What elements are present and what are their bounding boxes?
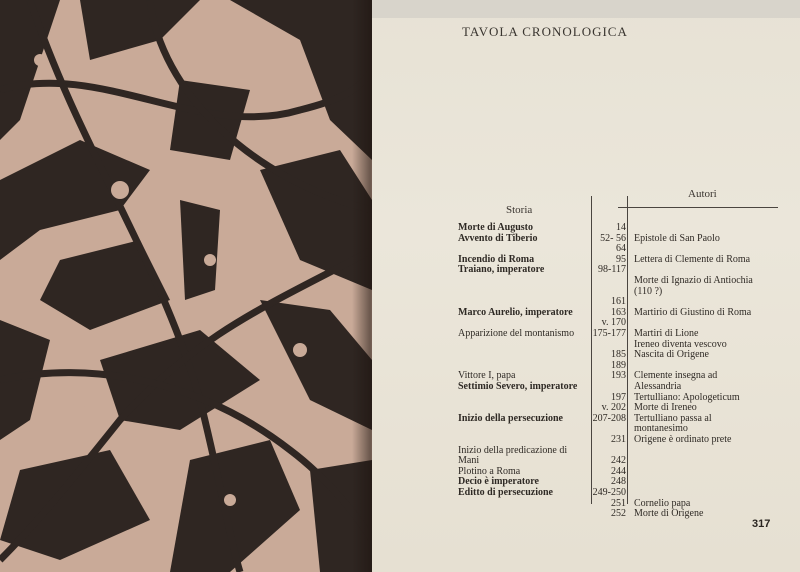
year-cell: 251 <box>611 498 626 509</box>
autori-cell: montanesimo <box>634 423 688 434</box>
page-edge <box>372 0 800 18</box>
year-cell: 185 <box>611 349 626 360</box>
year-cell: 244 <box>611 466 626 477</box>
left-page-illustration <box>0 0 372 572</box>
storia-cell: Marco Aurelio, imperatore <box>458 307 573 318</box>
year-cell: 193 <box>611 370 626 381</box>
storia-cell: Mani <box>458 455 480 466</box>
year-cell: 98-117 <box>598 264 626 275</box>
year-cell: 207-208 <box>592 413 626 424</box>
storia-cell: Settimio Severo, imperatore <box>458 381 578 392</box>
year-cell: 189 <box>611 360 626 371</box>
storia-cell: Traiano, imperatore <box>458 264 545 275</box>
year-cell: 242 <box>611 455 626 466</box>
year-cell: v. 170 <box>601 317 626 328</box>
autori-cell: Martirio di Giustino di Roma <box>634 307 752 318</box>
column-divider-right <box>627 196 628 504</box>
year-cell: 175-177 <box>592 328 626 339</box>
storia-cell: Editto di persecuzione <box>458 487 553 498</box>
autori-cell: Cornelio papa <box>634 498 691 509</box>
autori-cell: Epistole di San Paolo <box>634 233 720 244</box>
storia-cell: Incendio di Roma <box>458 254 535 265</box>
autori-cell: Lettera di Clemente di Roma <box>634 254 751 265</box>
autori-cell: Alessandria <box>634 381 682 392</box>
autori-cell: Morte di Ignazio di Antiochia <box>634 275 753 286</box>
page-title: TAVOLA CRONOLOGICA <box>462 24 628 39</box>
year-cell: 64 <box>616 243 626 254</box>
year-cell: 52- 56 <box>600 233 626 244</box>
storia-cell: Inizio della persecuzione <box>458 413 563 424</box>
autori-cell: Ireneo diventa vescovo <box>634 339 727 350</box>
storia-cell: Inizio della predicazione di <box>458 445 568 456</box>
year-cell: v. 202 <box>601 402 626 413</box>
year-cell: 249-250 <box>592 487 626 498</box>
abstract-woodcut-image <box>0 0 372 572</box>
storia-cell: Morte di Augusto <box>458 222 533 233</box>
storia-cell: Vittore I, papa <box>458 370 516 381</box>
autori-cell: Tertulliano passa al <box>634 413 712 424</box>
year-cell: 248 <box>611 476 626 487</box>
column-header-storia: Storia <box>506 204 533 216</box>
autori-cell: Clemente insegna ad <box>634 370 718 381</box>
year-cell: 197 <box>611 392 626 403</box>
year-cell: 231 <box>611 434 626 445</box>
year-cell: 95 <box>616 254 626 265</box>
storia-cell: Plotino a Roma <box>458 466 521 477</box>
year-cell: 163 <box>611 307 626 318</box>
storia-cell: Avvento di Tiberio <box>458 233 538 244</box>
storia-cell: Apparizione del montanismo <box>458 328 575 339</box>
page-number: 317 <box>752 518 771 530</box>
year-cell: 14 <box>616 222 626 233</box>
autori-cell: Morte di Origene <box>634 508 704 519</box>
autori-cell: Nascita di Origene <box>634 349 709 360</box>
autori-cell: Tertulliano: Apologeticum <box>634 392 740 403</box>
storia-cell: Decio è imperatore <box>458 476 539 487</box>
autori-cell: (110 ?) <box>634 286 663 297</box>
column-header-autori: Autori <box>688 188 717 200</box>
autori-cell: Martiri di Lione <box>634 328 699 339</box>
year-cell: 252 <box>611 508 626 519</box>
year-cell: 161 <box>611 296 626 307</box>
header-underline <box>618 207 778 208</box>
autori-cell: Origene è ordinato prete <box>634 434 732 445</box>
autori-cell: Morte di Ireneo <box>634 402 697 413</box>
